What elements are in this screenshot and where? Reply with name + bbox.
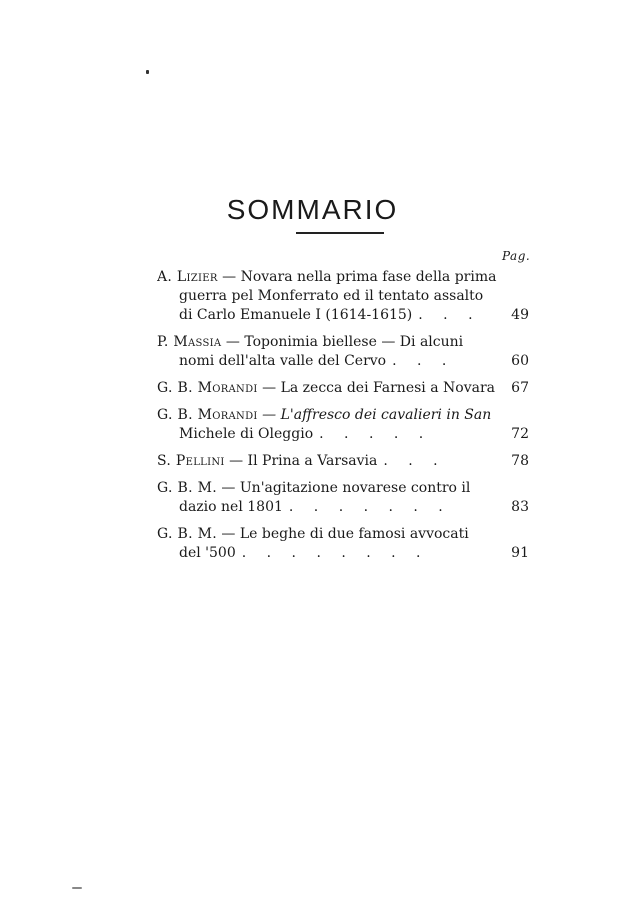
entry-title-line: — Un'agitazione novarese contro il: [221, 480, 471, 496]
entry-page-number: 91: [511, 545, 529, 561]
page-column-label: Pag.: [502, 249, 531, 263]
entry-title-line: — Il Prina a Varsavia: [229, 453, 378, 469]
dot-leader: . . .: [418, 307, 481, 323]
entry-title-line: Michele di Oleggio: [179, 426, 314, 442]
page-title: SOMMARIO: [226, 194, 399, 225]
entry-page-number: 60: [511, 353, 529, 369]
dot-leader: . . .: [392, 353, 455, 369]
entry-title-line: — La zecca dei Farnesi a Novara: [262, 380, 495, 396]
entry-title-line: guerra pel Monferrato ed il tentato assalto: [179, 288, 484, 304]
entry-title-line: — Le beghe di due famosi avvocati: [221, 526, 469, 542]
entry-title-line: del '500: [179, 545, 236, 561]
entry-author: G. B. M.: [157, 526, 217, 542]
entry-title-line: nomi dell'alta valle del Cervo: [179, 353, 387, 369]
entry-author: G. B. M.: [157, 480, 217, 496]
entry-page-number: 67: [511, 380, 529, 396]
toc-entry: [157, 268, 529, 325]
entry-page-number: 83: [511, 499, 529, 515]
dot-leader: . . . . . . .: [288, 499, 451, 515]
entry-author: G. B. Morandi: [157, 407, 258, 423]
toc-entry: [157, 379, 529, 398]
dot-leader: . . . . .: [319, 426, 432, 442]
entry-title-line: — L'affresco dei cavalieri in San: [262, 407, 492, 423]
toc-entry: [157, 479, 529, 517]
toc-entry: [157, 333, 529, 371]
toc-entry: [157, 406, 529, 444]
entry-page-number: 78: [511, 453, 529, 469]
entry-title-line: — Novara nella prima fase della prima: [222, 269, 497, 285]
dot-leader: . . .: [383, 453, 446, 469]
table-of-contents: [157, 268, 529, 571]
entry-page-number: 72: [511, 426, 529, 442]
toc-entry: [157, 525, 529, 563]
entry-author: S. Pellini: [157, 453, 225, 469]
dot-leader: . . . . . . . .: [241, 545, 429, 561]
entry-author: A. Lizier: [157, 269, 218, 285]
entry-author: G. B. Morandi: [157, 380, 258, 396]
title-rule: [296, 232, 384, 234]
toc-entry: [157, 452, 529, 471]
entry-title-line: di Carlo Emanuele I (1614-1615): [179, 307, 413, 323]
entry-title-line: dazio nel 1801: [179, 499, 283, 515]
entry-author: P. Massia: [157, 334, 222, 350]
ink-speck: [146, 70, 149, 74]
entry-title-line: — Toponimia biellese — Di alcuni: [225, 334, 464, 350]
entry-page-number: 49: [511, 307, 529, 323]
ink-speck: [72, 887, 82, 889]
